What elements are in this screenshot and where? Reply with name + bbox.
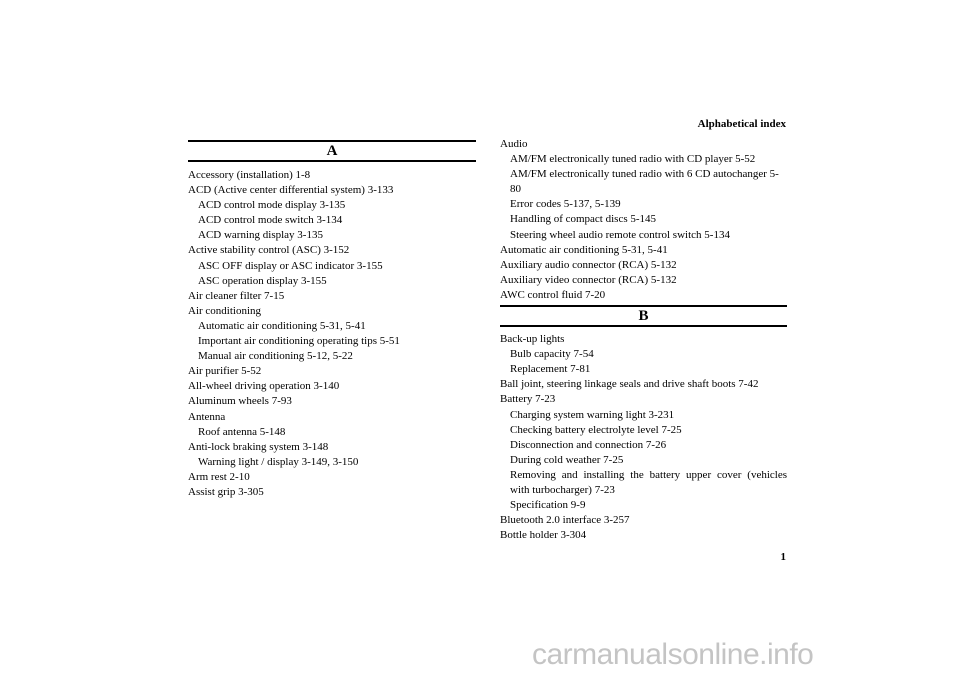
index-subentry: Error codes 5-137, 5-139 [510,198,621,211]
index-entry: Aluminum wheels 7-93 [188,395,292,408]
index-entry: Accessory (installation) 1-8 [188,169,311,181]
index-entry: Back-up lights [500,333,565,346]
index-subentry: Checking battery electrolyte level 7-25 [510,423,682,436]
index-entry: Battery 7-23 [500,393,556,406]
index-entry: Bottle holder 3-304 [500,529,587,542]
index-subentry: Removing and installing the battery upper cover (vehicles with turbocharger) 7-23 [510,468,787,496]
index-entry: Assist grip 3-305 [188,485,264,498]
index-entry: Anti-lock braking system 3-148 [188,440,329,453]
index-subentry: Bulb capacity 7-54 [510,348,594,361]
index-entry: AWC control fluid 7-20 [500,288,606,301]
index-entry: Ball joint, steering linkage seals and drive shaft boots 7-42 [500,378,759,391]
right-entries-before [500,137,787,303]
page-header-title: Alphabetical index [697,118,786,130]
index-entry: Auxiliary video connector (RCA) 5-132 [500,273,677,286]
index-subentry: Important air conditioning operating tips 5-51 [198,335,400,348]
index-entry: ACD (Active center differential system) 3-133 [188,184,394,197]
index-entry: Antenna [188,410,226,423]
left-entries [188,168,476,500]
index-subentry: ACD control mode display 3-135 [198,199,346,212]
index-subentry: Handling of compact discs 5-145 [510,213,657,226]
index-subentry: Specification 9-9 [510,499,586,512]
section-letter-b: B [500,305,787,327]
index-entry: Air cleaner filter 7-15 [188,289,285,302]
watermark-text: carmanualsonline.info [532,638,814,671]
index-entry: Active stability control (ASC) 3-152 [188,244,350,257]
index-subentry: Warning light / display 3-149, 3-150 [198,455,359,468]
index-subentry: ASC OFF display or ASC indicator 3-155 [198,259,383,272]
index-subentry: ACD warning display 3-135 [198,229,323,242]
right-entries-after [500,332,787,543]
index-subentry: Disconnection and connection 7-26 [510,438,667,451]
index-subentry: Replacement 7-81 [510,363,591,376]
index-subentry: During cold weather 7-25 [510,453,624,466]
index-subentry: ACD control mode switch 3-134 [198,214,343,227]
right-column [500,137,787,543]
index-subentry: ASC operation display 3-155 [198,274,327,287]
index-subentry: Manual air conditioning 5-12, 5-22 [198,350,353,363]
index-subentry: AM/FM electronically tuned radio with CD player 5-52 [510,153,756,166]
index-subentry: Steering wheel audio remote control switch 5-134 [510,228,730,241]
index-entry: Auxiliary audio connector (RCA) 5-132 [500,258,677,271]
index-entry: Bluetooth 2.0 interface 3-257 [500,514,630,527]
page-number: 1 [780,551,786,563]
index-subentry: AM/FM electronically tuned radio with 6 CD autochanger 5-80 [510,168,779,196]
section-letter-a: A [188,140,476,162]
index-subentry: Charging system warning light 3-231 [510,408,675,421]
index-entry: Audio [500,138,528,150]
index-subentry: Roof antenna 5-148 [198,425,286,438]
index-entry: Air conditioning [188,304,262,317]
index-entry: Automatic air conditioning 5-31, 5-41 [500,243,668,256]
index-subentry: Automatic air conditioning 5-31, 5-41 [198,319,366,332]
index-entry: Arm rest 2-10 [188,470,250,483]
left-column [188,140,476,500]
index-entry: Air purifier 5-52 [188,365,262,378]
index-entry: All-wheel driving operation 3-140 [188,380,340,393]
